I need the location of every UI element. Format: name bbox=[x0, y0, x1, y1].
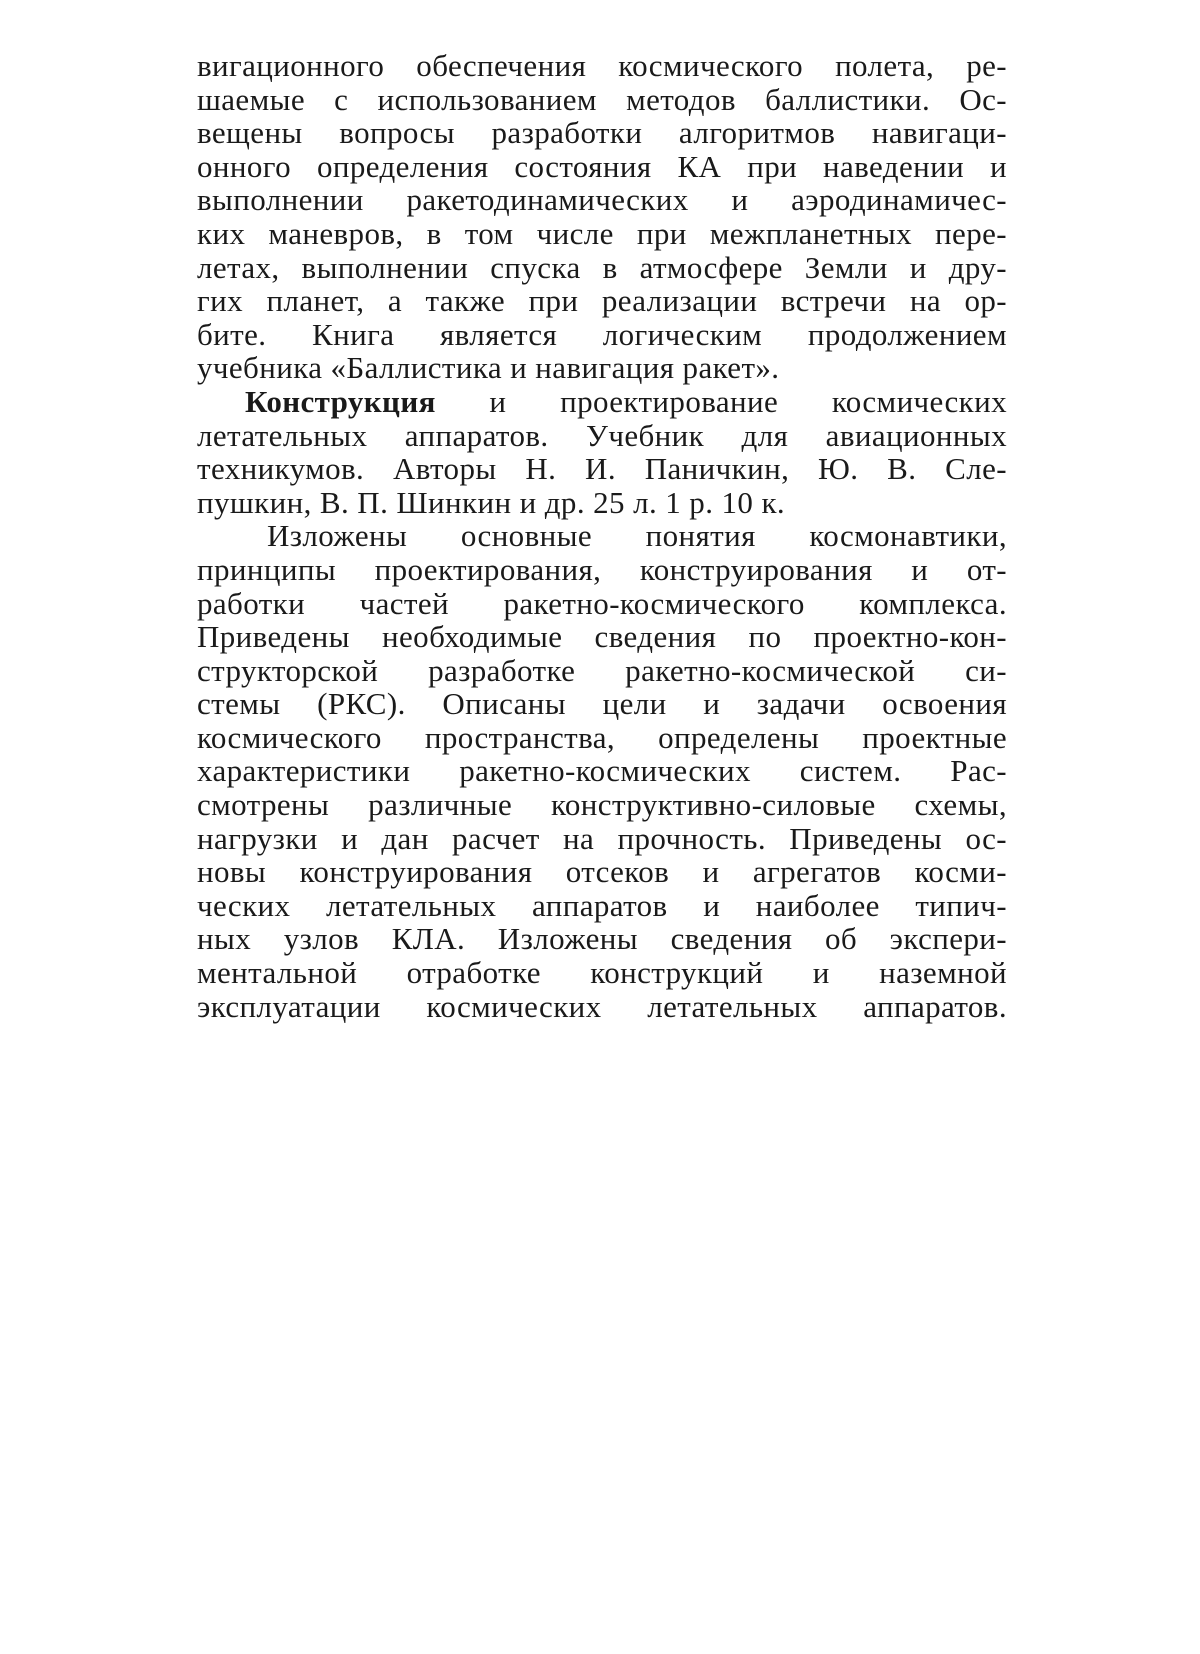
book-entry-first-line bbox=[197, 385, 1007, 419]
text-line: характеристики ракетно-космических систем. Рас- bbox=[197, 753, 1007, 789]
text-line: ческих летательных аппаратов и наиболее типич- bbox=[197, 887, 1007, 923]
text-line: космического пространства, определены проектные bbox=[197, 719, 1007, 755]
text-line: ментальной отработке конструкций и наземной bbox=[197, 955, 1007, 991]
text-line: Приведены необходимые сведения по проектно-кон- bbox=[197, 619, 1007, 655]
text-line: эксплуатации космических летательных аппаратов. bbox=[197, 988, 1007, 1024]
book-entry-paragraph bbox=[197, 385, 1007, 519]
text-line: стемы (РКС). Описаны цели и задачи освоения bbox=[197, 686, 1007, 722]
text-line: нагрузки и дан расчет на прочность. Приведены ос- bbox=[197, 820, 1007, 856]
text-line: ных узлов КЛА. Изложены сведения об экспери- bbox=[197, 921, 1007, 957]
catalog-text-block bbox=[197, 49, 1007, 1023]
text-line: пушкин, В. П. Шинкин и др. 25 л. 1 р. 10 к. bbox=[197, 484, 786, 520]
text-line: вещены вопросы разработки алгоритмов навигаци- bbox=[197, 115, 1007, 151]
text-line: вигационного обеспечения космического полета, ре- bbox=[197, 48, 1007, 83]
text-line: летательных аппаратов. Учебник для авиационных bbox=[197, 417, 1007, 453]
text-line: работки частей ракетно-космического комплекса. bbox=[197, 585, 1007, 621]
text-line: шаемые с использованием методов баллистики. Ос- bbox=[197, 81, 1007, 117]
text-line: Изложены основные понятия космонавтики, bbox=[267, 518, 1007, 554]
book-annotation-paragraph bbox=[197, 519, 1007, 1023]
text-line: смотрены различные конструктивно-силовые схемы, bbox=[197, 787, 1007, 823]
text-line: онного определения состояния КА при наведении и bbox=[197, 148, 1007, 184]
text-line: бите. Книга является логическим продолжением bbox=[197, 316, 1007, 352]
text-line: ких маневров, в том числе при межпланетных пере- bbox=[197, 215, 1007, 251]
annotation-paragraph-continued bbox=[197, 49, 1007, 385]
text-line: летах, выполнении спуска в атмосфере Земли и дру- bbox=[197, 249, 1007, 285]
text-line: структорской разработке ракетно-космической си- bbox=[197, 652, 1007, 688]
text-line: новы конструирования отсеков и агрегатов косми- bbox=[197, 854, 1007, 890]
book-title-word: Конструкция bbox=[245, 383, 436, 419]
text-line: гих планет, а также при реализации встречи на ор- bbox=[197, 283, 1007, 319]
text-line: учебника «Баллистика и навигация ракет». bbox=[197, 350, 780, 386]
text-line: выполнении ракетодинамических и аэродинамичес- bbox=[197, 182, 1007, 218]
text-line: техникумов. Авторы Н. И. Паничкин, Ю. В. Сле- bbox=[197, 451, 1007, 487]
book-title-rest: и проектирование космических bbox=[435, 383, 1007, 419]
text-line: принципы проектирования, конструирования и от- bbox=[197, 551, 1007, 587]
